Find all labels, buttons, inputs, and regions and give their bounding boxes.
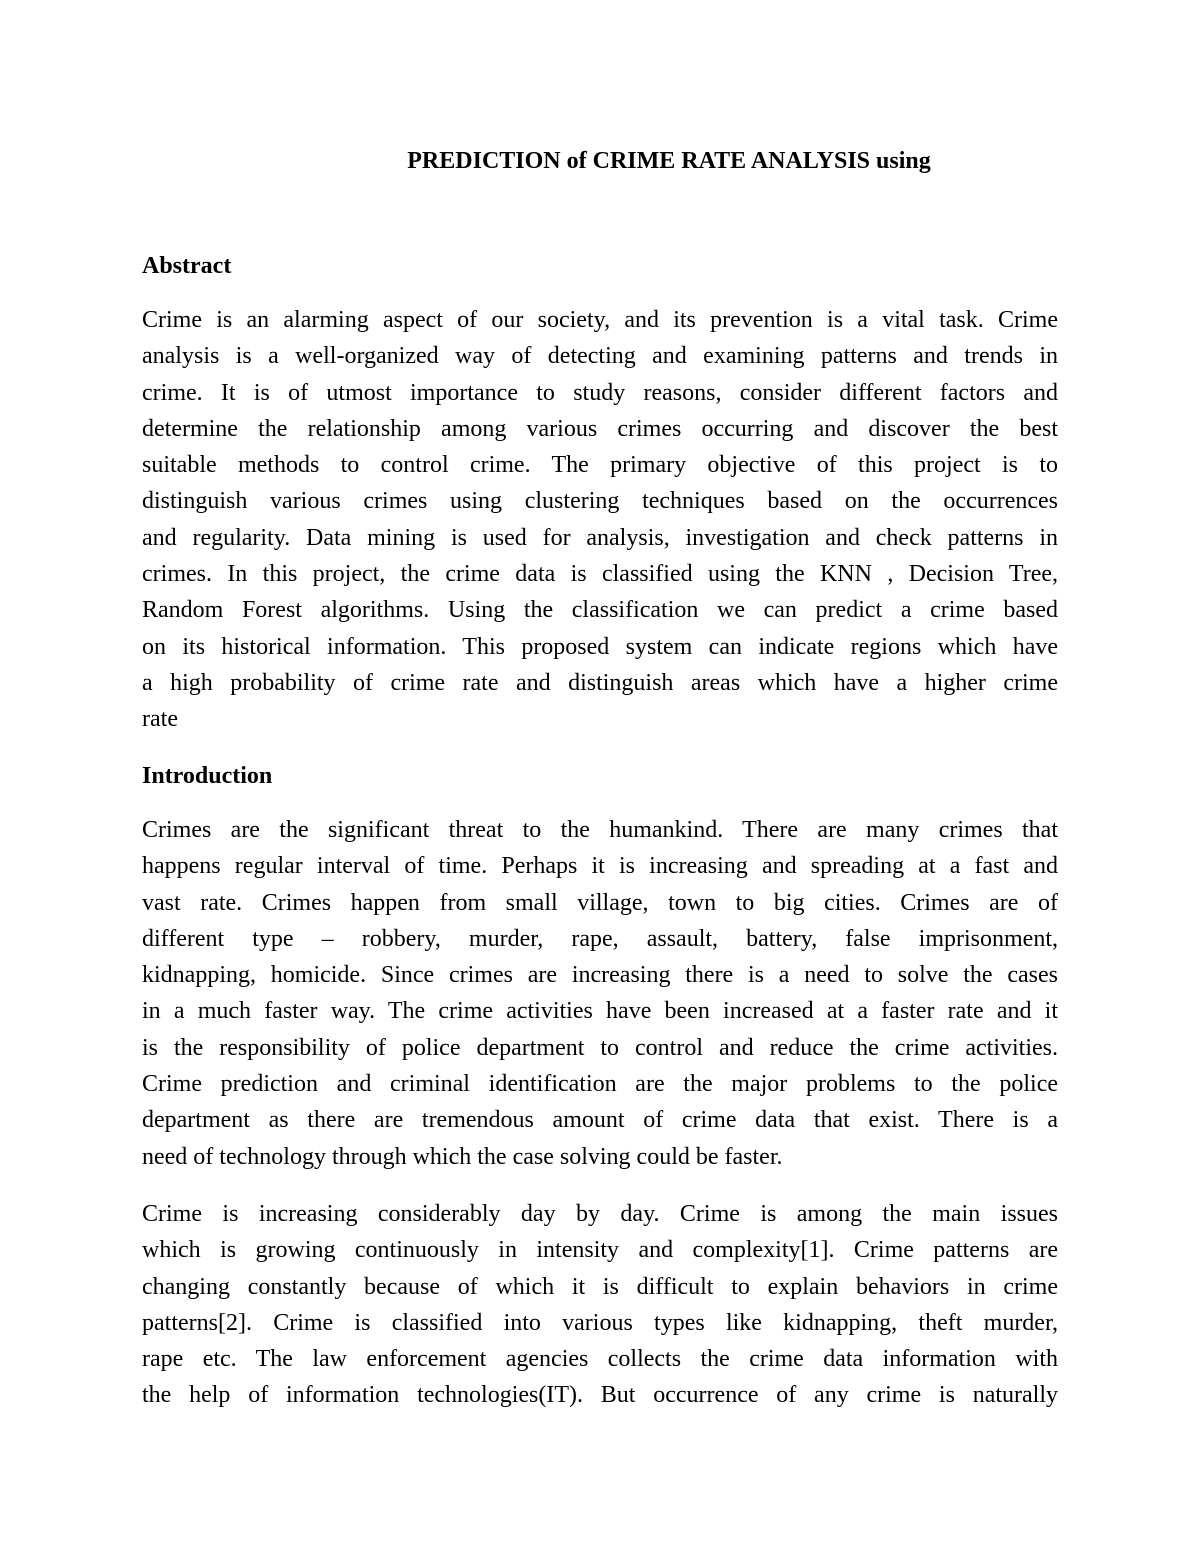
text-line: department as there are tremendous amount of crime data that exist. There is a [142, 1107, 1058, 1134]
text-line: happens regular interval of time. Perhaps it is increasing and spreading at a fast and [142, 853, 1058, 880]
text-line: Random Forest algorithms. Using the classification we can predict a crime based [142, 597, 1058, 624]
text-line: distinguish various crimes using clustering techniques based on the occurrences [142, 488, 1058, 515]
text-line: in a much faster way. The crime activities have been increased at a faster rate and it [142, 998, 1058, 1025]
introduction-paragraph-1 [142, 812, 1058, 1175]
introduction-paragraph-2 [142, 1196, 1058, 1414]
text-line: vast rate. Crimes happen from small village, town to big cities. Crimes are of [142, 889, 1058, 916]
section-heading-abstract: Abstract [142, 253, 232, 279]
text-line: suitable methods to control crime. The primary objective of this project is to [142, 452, 1058, 479]
text-line: a high probability of crime rate and distinguish areas which have a higher crime [142, 669, 1058, 696]
text-line: changing constantly because of which it is difficult to explain behaviors in crime [142, 1273, 1058, 1300]
text-line: the help of information technologies(IT). But occurrence of any crime is naturally [142, 1382, 1058, 1409]
text-line: Crimes are the significant threat to the humankind. There are many crimes that [142, 817, 1058, 843]
text-line: Crime is an alarming aspect of our society, and its prevention is a vital task. Crime [142, 307, 1058, 333]
abstract-paragraph [142, 302, 1058, 738]
text-line: analysis is a well-organized way of detecting and examining patterns and trends in [142, 343, 1058, 370]
text-line: determine the relationship among various crimes occurring and discover the best [142, 415, 1058, 442]
text-line: Crime prediction and criminal identification are the major problems to the police [142, 1071, 1058, 1098]
text-line: kidnapping, homicide. Since crimes are increasing there is a need to solve the cases [142, 962, 1058, 989]
text-line: crime. It is of utmost importance to study reasons, consider different factors and [142, 379, 1058, 406]
section-heading-introduction: Introduction [142, 763, 273, 789]
text-line: Crime is increasing considerably day by day. Crime is among the main issues [142, 1201, 1058, 1227]
text-line: is the responsibility of police department to control and reduce the crime activities. [142, 1034, 1058, 1061]
text-line: rate [142, 706, 178, 733]
text-line: crimes. In this project, the crime data is classified using the KNN , Decision Tree, [142, 561, 1058, 588]
text-line: on its historical information. This proposed system can indicate regions which have [142, 633, 1058, 660]
text-line: need of technology through which the case solving could be faster. [142, 1143, 783, 1170]
document-title: PREDICTION of CRIME RATE ANALYSIS using [407, 148, 931, 174]
text-line: different type – robbery, murder, rape, assault, battery, false imprisonment, [142, 925, 1058, 952]
text-line: which is growing continuously in intensity and complexity[1]. Crime patterns are [142, 1237, 1058, 1264]
text-line: rape etc. The law enforcement agencies collects the crime data information with [142, 1346, 1058, 1373]
text-line: patterns[2]. Crime is classified into various types like kidnapping, theft murder, [142, 1309, 1058, 1336]
text-line: and regularity. Data mining is used for analysis, investigation and check patterns in [142, 524, 1058, 551]
